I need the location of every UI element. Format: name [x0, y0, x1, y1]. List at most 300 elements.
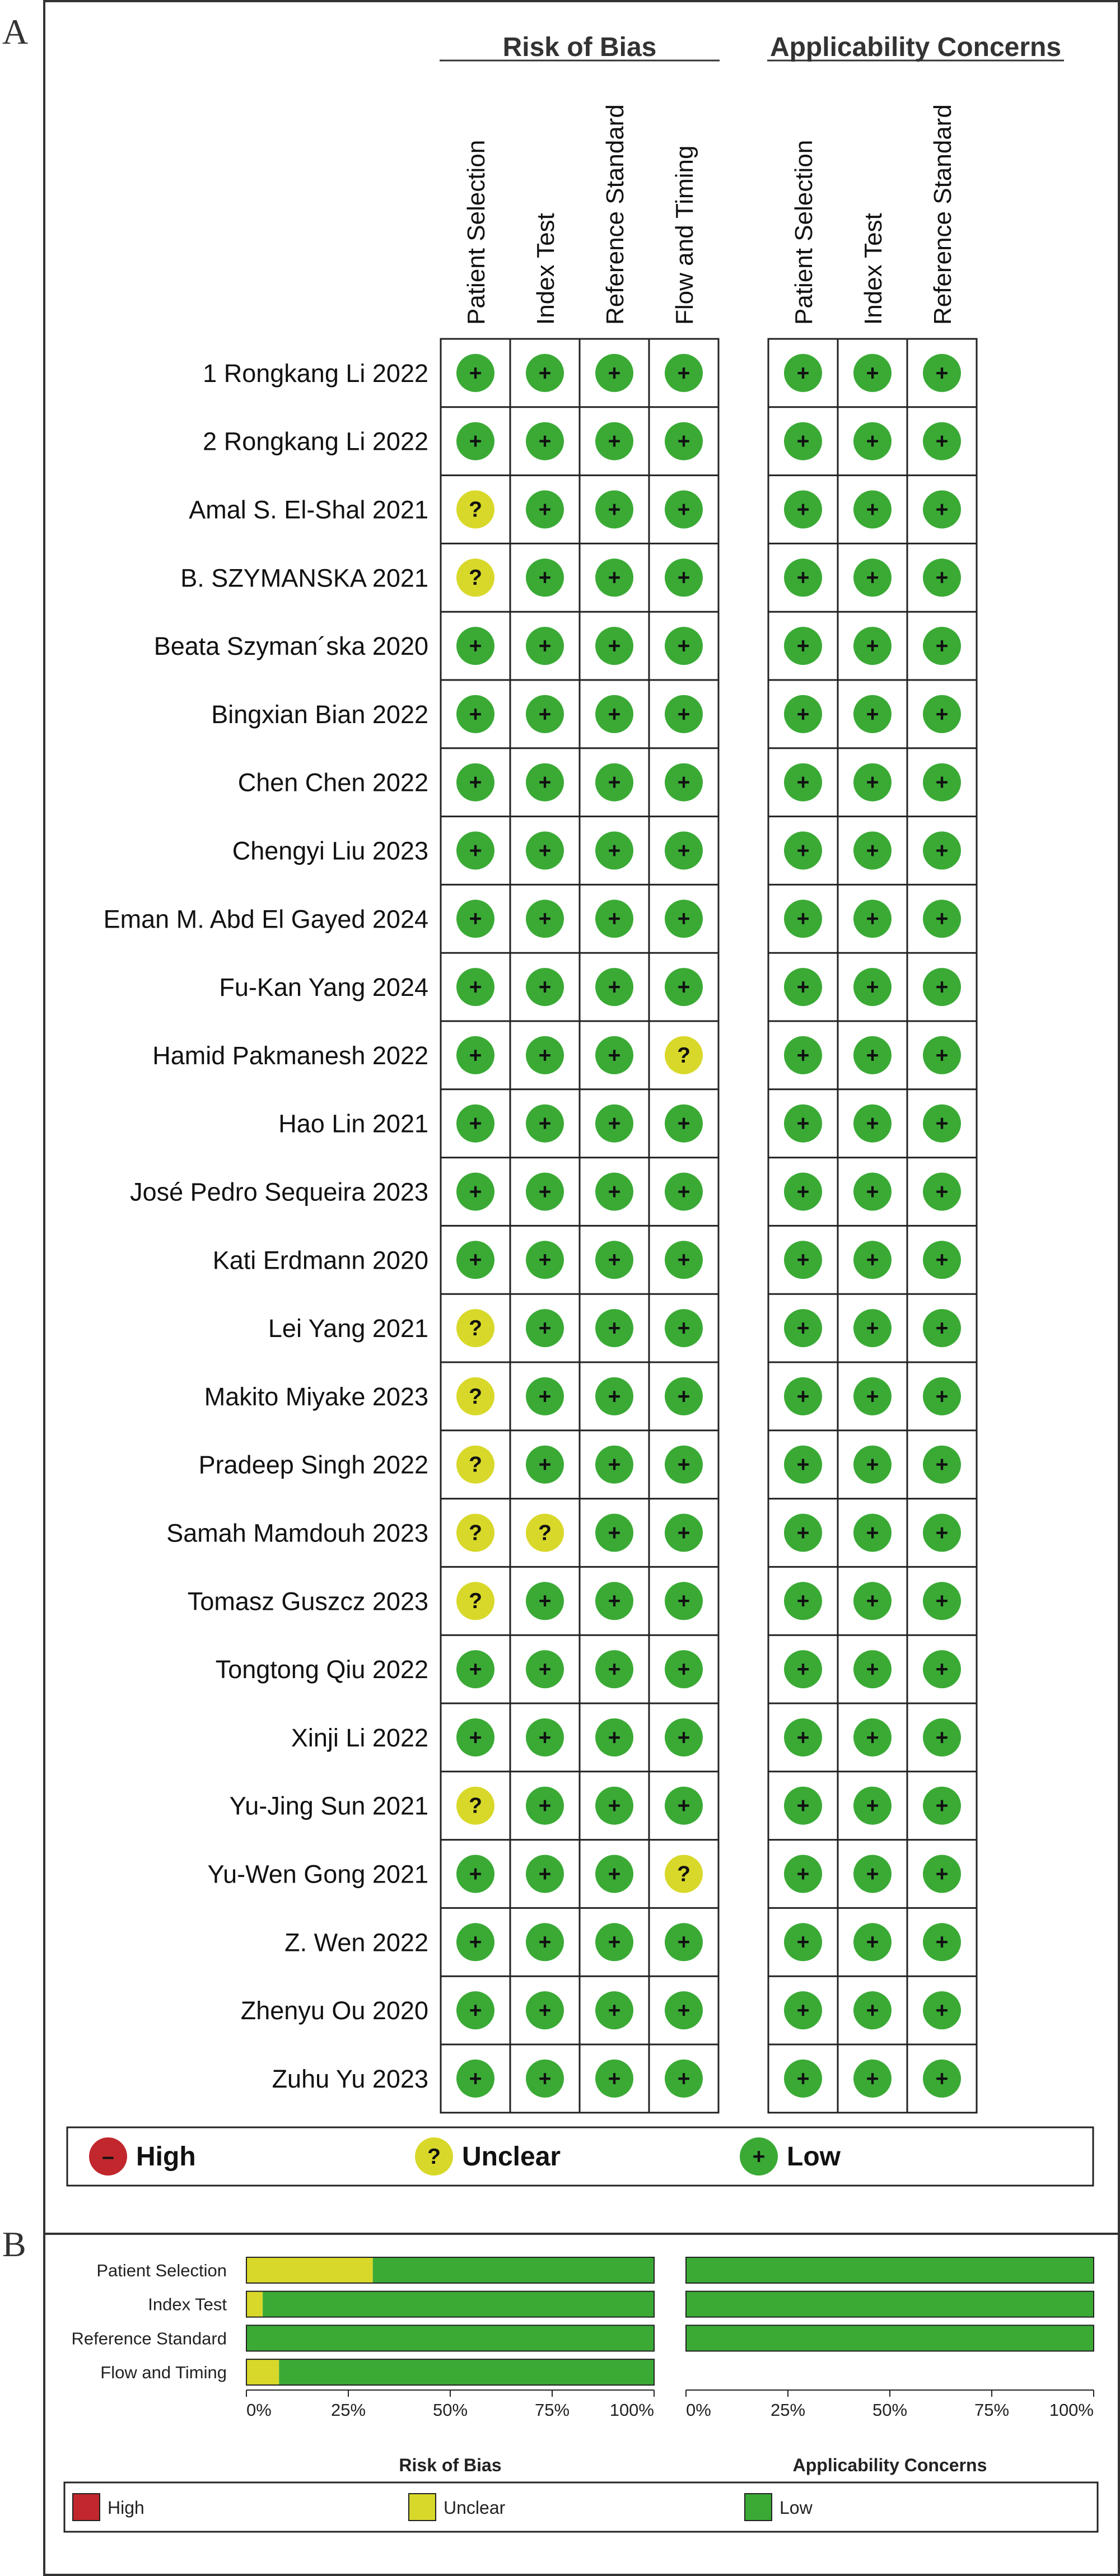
- bias-judgement-low: [665, 1582, 703, 1620]
- svg-text:+: +: [538, 1452, 552, 1477]
- applicability-judgement-low: [784, 1036, 822, 1074]
- bias-judgement-low: [595, 900, 633, 938]
- bias-judgement-low: [526, 695, 564, 733]
- applicability-judgement-low: [923, 491, 961, 529]
- svg-text:+: +: [935, 1521, 949, 1545]
- bias-judgement-low: [595, 1105, 633, 1143]
- svg-text:+: +: [935, 361, 949, 385]
- svg-text:+: +: [677, 907, 690, 931]
- svg-text:+: +: [866, 1999, 879, 2023]
- applicability-judgement-low: [853, 1309, 892, 1347]
- svg-text:+: +: [935, 907, 949, 931]
- bias-grid: [441, 339, 718, 2113]
- applicability-judgement-low: [923, 968, 961, 1006]
- study-label: Hao Lin 2021: [278, 1109, 428, 1138]
- svg-text:?: ?: [677, 1043, 690, 1068]
- svg-text:+: +: [935, 1589, 949, 1614]
- bias-judgement-low: [456, 1991, 494, 2029]
- study-label: 1 Rongkang Li 2022: [203, 358, 428, 388]
- svg-text:+: +: [935, 839, 949, 863]
- bias-judgement-low: [665, 354, 703, 392]
- svg-text:+: +: [866, 975, 879, 1000]
- applicability-judgement-low: [784, 1991, 822, 2029]
- svg-text:+: +: [935, 1999, 949, 2023]
- applicability-judgement-low: [923, 1718, 961, 1757]
- svg-text:?: ?: [469, 566, 482, 590]
- bar-category-label: Reference Standard: [71, 2328, 227, 2349]
- applicability-judgement-low: [784, 1650, 822, 1688]
- bias-judgement-low: [526, 1787, 564, 1825]
- x-tick-label: 100%: [609, 2400, 654, 2420]
- svg-text:+: +: [469, 1999, 482, 2023]
- svg-text:+: +: [538, 1725, 552, 1750]
- svg-text:+: +: [608, 1111, 621, 1136]
- svg-text:+: +: [677, 429, 690, 454]
- bias-judgement-unclear: [456, 1787, 494, 1825]
- applicability-judgement-low: [784, 763, 822, 802]
- bias-column-header-1: Index Test: [532, 213, 559, 325]
- svg-text:+: +: [538, 1316, 552, 1341]
- svg-text:+: +: [469, 1657, 482, 1682]
- x-tick-label: 0%: [686, 2400, 711, 2420]
- svg-text:?: ?: [677, 1862, 690, 1886]
- bias-judgement-low: [595, 832, 633, 870]
- svg-text:+: +: [866, 361, 879, 385]
- bias-judgement-low: [665, 1923, 703, 1961]
- bias-judgement-unclear: [665, 1855, 703, 1893]
- bar-panel-title: Applicability Concerns: [792, 2455, 987, 2475]
- bias-judgement-low: [526, 2060, 564, 2098]
- bias-judgement-low: [665, 422, 703, 460]
- svg-text:+: +: [796, 839, 810, 863]
- bias-judgement-low: [665, 558, 703, 597]
- x-tick-label: 75%: [534, 2400, 570, 2420]
- applicability-judgement-low: [853, 1650, 892, 1688]
- applicability-judgement-low: [784, 1105, 822, 1143]
- group-title-bias: Risk of Bias: [502, 32, 657, 62]
- applicability-judgement-low: [784, 968, 822, 1006]
- svg-text:+: +: [677, 1180, 690, 1204]
- group-title-applicability: Applicability Concerns: [769, 32, 1062, 62]
- applicability-judgement-low: [784, 422, 822, 460]
- applicability-judgement-low: [853, 968, 892, 1006]
- svg-text:+: +: [608, 839, 621, 863]
- study-label: Chengyi Liu 2023: [232, 836, 428, 865]
- svg-text:+: +: [538, 497, 552, 522]
- svg-text:+: +: [935, 1248, 949, 1273]
- bias-judgement-low: [595, 1377, 633, 1415]
- applicability-judgement-low: [923, 2060, 961, 2098]
- svg-text:+: +: [608, 1521, 621, 1545]
- svg-text:–: –: [102, 2144, 114, 2169]
- svg-text:+: +: [935, 634, 949, 659]
- bar-segment-low: [686, 2257, 1094, 2283]
- applicability-judgement-low: [923, 695, 961, 733]
- svg-text:+: +: [538, 1180, 552, 1204]
- applicability-judgement-low: [784, 2060, 822, 2098]
- legend-a-low-label: Low: [787, 2142, 841, 2172]
- bias-judgement-low: [526, 1105, 564, 1143]
- svg-text:+: +: [677, 1248, 690, 1273]
- svg-text:+: +: [677, 839, 690, 863]
- applicability-judgement-low: [784, 1446, 822, 1484]
- legend-a-unclear-icon: [415, 2137, 453, 2176]
- svg-text:+: +: [677, 1999, 690, 2023]
- svg-text:+: +: [866, 1589, 879, 1614]
- legend-a-high-label: High: [136, 2142, 196, 2172]
- study-label: Tomasz Guszcz 2023: [187, 1587, 428, 1616]
- svg-text:+: +: [538, 839, 552, 863]
- applicability-judgement-low: [784, 1718, 822, 1757]
- svg-text:+: +: [866, 1521, 879, 1545]
- bias-judgement-low: [526, 1446, 564, 1484]
- bias-judgement-low: [665, 1514, 703, 1552]
- applicability-judgement-low: [784, 627, 822, 665]
- study-label: Xinji Li 2022: [291, 1723, 428, 1752]
- applicability-judgement-low: [923, 1650, 961, 1688]
- applicability-judgement-low: [853, 558, 892, 597]
- applicability-judgement-low: [853, 1036, 892, 1074]
- svg-text:+: +: [608, 1589, 621, 1614]
- bias-judgement-low: [456, 1718, 494, 1757]
- svg-text:+: +: [866, 1384, 879, 1409]
- bias-judgement-low: [456, 354, 494, 392]
- bias-judgement-low: [595, 1650, 633, 1688]
- study-label: 2 Rongkang Li 2022: [203, 427, 428, 456]
- bar-category-label: Index Test: [148, 2294, 227, 2314]
- svg-text:+: +: [866, 839, 879, 863]
- svg-text:+: +: [796, 361, 810, 385]
- bias-judgement-low: [526, 1173, 564, 1211]
- study-label: Fu-Kan Yang 2024: [219, 973, 428, 1002]
- svg-text:+: +: [796, 1180, 810, 1204]
- bias-judgement-low: [595, 1582, 633, 1620]
- svg-text:+: +: [608, 634, 621, 659]
- svg-text:+: +: [538, 1657, 552, 1682]
- bias-judgement-low: [526, 1923, 564, 1961]
- bias-column-header-0: Patient Selection: [463, 139, 490, 325]
- svg-text:+: +: [866, 429, 879, 454]
- svg-text:+: +: [608, 1384, 621, 1409]
- svg-text:+: +: [935, 1452, 949, 1477]
- svg-text:+: +: [866, 497, 879, 522]
- applicability-judgement-low: [923, 1241, 961, 1279]
- svg-text:+: +: [538, 770, 552, 795]
- svg-text:+: +: [677, 1930, 690, 1955]
- study-label: Samah Mamdouh 2023: [166, 1518, 428, 1548]
- svg-text:+: +: [935, 1794, 949, 1818]
- svg-text:+: +: [538, 1862, 552, 1886]
- bias-judgement-low: [665, 900, 703, 938]
- applicability-judgement-low: [784, 1855, 822, 1893]
- bias-judgement-low: [595, 1991, 633, 2029]
- bias-judgement-low: [456, 695, 494, 733]
- bias-judgement-low: [665, 1105, 703, 1143]
- svg-text:+: +: [796, 497, 810, 522]
- applicability-judgement-low: [853, 1718, 892, 1757]
- svg-text:+: +: [796, 1384, 810, 1409]
- applicability-grid: [768, 339, 977, 2113]
- bias-judgement-low: [456, 1105, 494, 1143]
- svg-text:?: ?: [469, 1384, 482, 1409]
- svg-text:+: +: [935, 566, 949, 590]
- bias-judgement-low: [456, 968, 494, 1006]
- svg-text:+: +: [538, 975, 552, 1000]
- svg-text:+: +: [469, 1862, 482, 1886]
- svg-text:+: +: [677, 1521, 690, 1545]
- study-label: Kati Erdmann 2020: [212, 1246, 428, 1275]
- applicability-judgement-low: [923, 1036, 961, 1074]
- bias-judgement-low: [595, 1514, 633, 1552]
- svg-text:+: +: [469, 634, 482, 659]
- svg-text:+: +: [866, 1930, 879, 1955]
- svg-text:+: +: [608, 907, 621, 931]
- svg-text:+: +: [538, 361, 552, 385]
- applicability-judgement-low: [784, 1173, 822, 1211]
- svg-text:+: +: [796, 429, 810, 454]
- applicability-judgement-low: [784, 832, 822, 870]
- bias-judgement-low: [526, 1650, 564, 1688]
- svg-text:+: +: [538, 702, 552, 726]
- applicability-judgement-low: [853, 1241, 892, 1279]
- svg-text:+: +: [677, 1589, 690, 1614]
- applicability-judgement-low: [853, 491, 892, 529]
- svg-text:+: +: [935, 770, 949, 795]
- x-tick-label: 50%: [432, 2400, 468, 2420]
- panel-a-label: A: [2, 12, 29, 52]
- legend-b-low-swatch: [745, 2494, 772, 2521]
- svg-text:+: +: [866, 2066, 879, 2091]
- applicability-judgement-low: [853, 1377, 892, 1415]
- applicability-judgement-low: [923, 1514, 961, 1552]
- applicability-judgement-low: [923, 558, 961, 597]
- svg-text:+: +: [538, 429, 552, 454]
- applicability-judgement-low: [784, 1514, 822, 1552]
- legend-a-box: [67, 2127, 1093, 2186]
- bias-judgement-low: [665, 832, 703, 870]
- x-tick-label: 25%: [330, 2400, 366, 2420]
- svg-text:+: +: [796, 1862, 810, 1886]
- svg-text:+: +: [538, 1043, 552, 1068]
- svg-text:+: +: [935, 1316, 949, 1341]
- svg-text:+: +: [677, 1725, 690, 1750]
- bias-judgement-low: [526, 1377, 564, 1415]
- svg-text:+: +: [796, 566, 810, 590]
- bias-judgement-low: [665, 1309, 703, 1347]
- svg-text:+: +: [866, 1794, 879, 1818]
- study-label: José Pedro Sequeira 2023: [130, 1177, 428, 1207]
- bias-judgement-unclear: [456, 1309, 494, 1347]
- bias-judgement-low: [595, 1173, 633, 1211]
- applicability-judgement-low: [853, 1855, 892, 1893]
- panel-b-label: B: [2, 2224, 26, 2264]
- svg-text:+: +: [866, 702, 879, 726]
- applicability-judgement-low: [853, 832, 892, 870]
- svg-text:+: +: [469, 1248, 482, 1273]
- applicability-judgement-low: [853, 1446, 892, 1484]
- applicability-judgement-low: [923, 1105, 961, 1143]
- svg-text:+: +: [866, 770, 879, 795]
- applicability-judgement-low: [784, 1923, 822, 1961]
- bias-judgement-low: [526, 1309, 564, 1347]
- applicability-judgement-low: [853, 1582, 892, 1620]
- svg-text:+: +: [677, 1316, 690, 1341]
- bias-judgement-low: [456, 2060, 494, 2098]
- bias-column-header-3: Flow and Timing: [671, 145, 698, 325]
- bias-judgement-low: [665, 2060, 703, 2098]
- svg-text:+: +: [538, 907, 552, 931]
- bias-judgement-low: [665, 627, 703, 665]
- svg-text:+: +: [796, 1589, 810, 1614]
- study-label: Beata Szyman´ska 2020: [153, 632, 428, 661]
- legend-a-unclear-label: Unclear: [462, 2142, 561, 2172]
- bar-category-label: Patient Selection: [96, 2261, 227, 2280]
- svg-text:+: +: [677, 1111, 690, 1136]
- svg-text:+: +: [935, 1043, 949, 1068]
- svg-text:+: +: [677, 702, 690, 726]
- applicability-judgement-low: [853, 354, 892, 392]
- svg-text:+: +: [469, 361, 482, 385]
- study-label: Makito Miyake 2023: [204, 1382, 428, 1411]
- svg-text:+: +: [866, 1180, 879, 1204]
- svg-text:+: +: [608, 566, 621, 590]
- bias-judgement-low: [665, 1787, 703, 1825]
- bias-judgement-unclear: [665, 1036, 703, 1074]
- bias-judgement-low: [595, 558, 633, 597]
- svg-text:+: +: [796, 907, 810, 931]
- svg-text:+: +: [608, 1043, 621, 1068]
- applicability-judgement-low: [923, 627, 961, 665]
- svg-text:?: ?: [469, 1521, 482, 1545]
- bias-judgement-low: [665, 1991, 703, 2029]
- bias-judgement-low: [526, 1991, 564, 2029]
- svg-text:+: +: [608, 497, 621, 522]
- applicability-judgement-low: [853, 1105, 892, 1143]
- legend-b-high-label: High: [108, 2498, 144, 2518]
- svg-text:+: +: [935, 1930, 949, 1955]
- svg-text:+: +: [935, 1862, 949, 1886]
- applicability-judgement-low: [923, 1991, 961, 2029]
- study-label: Lei Yang 2021: [268, 1314, 428, 1343]
- study-label: Pradeep Singh 2022: [198, 1450, 428, 1479]
- applicability-column-header-0: Patient Selection: [790, 139, 818, 325]
- svg-text:+: +: [677, 975, 690, 1000]
- svg-text:+: +: [677, 2066, 690, 2091]
- svg-text:?: ?: [469, 1452, 482, 1477]
- svg-text:?: ?: [538, 1521, 552, 1545]
- svg-text:+: +: [796, 975, 810, 1000]
- svg-text:+: +: [538, 1930, 552, 1955]
- study-label: Zuhu Yu 2023: [272, 2064, 428, 2093]
- svg-text:+: +: [469, 1180, 482, 1204]
- svg-text:+: +: [866, 1862, 879, 1886]
- svg-text:+: +: [935, 975, 949, 1000]
- applicability-column-header-2: Reference Standard: [929, 104, 956, 325]
- bias-judgement-low: [665, 1718, 703, 1757]
- bias-judgement-low: [595, 491, 633, 529]
- svg-text:+: +: [538, 1589, 552, 1614]
- svg-text:?: ?: [469, 1316, 482, 1341]
- bias-judgement-low: [456, 1855, 494, 1893]
- svg-text:?: ?: [469, 1589, 482, 1614]
- bias-judgement-low: [665, 763, 703, 802]
- applicability-judgement-low: [923, 1309, 961, 1347]
- bias-judgement-low: [456, 900, 494, 938]
- svg-text:+: +: [538, 2066, 552, 2091]
- svg-text:+: +: [608, 1794, 621, 1818]
- bias-column-header-2: Reference Standard: [601, 104, 629, 325]
- svg-text:+: +: [935, 1725, 949, 1750]
- svg-text:+: +: [752, 2144, 766, 2169]
- applicability-judgement-low: [853, 2060, 892, 2098]
- svg-text:+: +: [608, 1316, 621, 1341]
- svg-text:+: +: [608, 1725, 621, 1750]
- bias-judgement-low: [595, 354, 633, 392]
- applicability-judgement-low: [784, 354, 822, 392]
- applicability-judgement-low: [923, 1855, 961, 1893]
- bias-judgement-low: [595, 1787, 633, 1825]
- bias-judgement-low: [665, 968, 703, 1006]
- bias-judgement-unclear: [456, 1377, 494, 1415]
- svg-text:+: +: [866, 1452, 879, 1477]
- svg-text:+: +: [677, 1794, 690, 1818]
- svg-text:+: +: [608, 1930, 621, 1955]
- x-tick-label: 50%: [872, 2400, 908, 2420]
- bar-segment-low: [246, 2325, 654, 2351]
- study-label: B. SZYMANSKA 2021: [180, 563, 428, 593]
- svg-text:+: +: [538, 1999, 552, 2023]
- bias-judgement-low: [526, 1036, 564, 1074]
- applicability-judgement-low: [923, 763, 961, 802]
- svg-text:+: +: [469, 1111, 482, 1136]
- svg-text:+: +: [677, 1452, 690, 1477]
- bias-judgement-low: [526, 1718, 564, 1757]
- svg-text:+: +: [796, 634, 810, 659]
- bar-segment-low: [263, 2291, 654, 2317]
- applicability-judgement-low: [923, 1787, 961, 1825]
- applicability-judgement-low: [923, 900, 961, 938]
- svg-text:+: +: [677, 770, 690, 795]
- svg-text:+: +: [796, 1111, 810, 1136]
- svg-text:+: +: [935, 1180, 949, 1204]
- svg-text:+: +: [796, 2066, 810, 2091]
- svg-text:+: +: [935, 2066, 949, 2091]
- svg-text:+: +: [677, 1384, 690, 1409]
- bias-judgement-low: [595, 1718, 633, 1757]
- svg-text:+: +: [796, 1657, 810, 1682]
- svg-text:?: ?: [469, 497, 482, 522]
- svg-text:+: +: [608, 429, 621, 454]
- bias-judgement-low: [456, 422, 494, 460]
- applicability-judgement-low: [784, 558, 822, 597]
- bar-segment-low: [686, 2325, 1094, 2351]
- svg-text:+: +: [796, 1248, 810, 1273]
- svg-text:+: +: [469, 907, 482, 931]
- applicability-judgement-low: [853, 1787, 892, 1825]
- applicability-judgement-low: [853, 1923, 892, 1961]
- bar-panel-title: Risk of Bias: [399, 2455, 502, 2475]
- bias-judgement-unclear: [456, 491, 494, 529]
- svg-text:+: +: [608, 770, 621, 795]
- applicability-judgement-low: [784, 1787, 822, 1825]
- svg-text:+: +: [538, 566, 552, 590]
- applicability-judgement-low: [853, 763, 892, 802]
- applicability-judgement-low: [853, 627, 892, 665]
- svg-text:+: +: [469, 1043, 482, 1068]
- applicability-judgement-low: [853, 1991, 892, 2029]
- svg-text:+: +: [796, 1521, 810, 1545]
- bias-judgement-low: [526, 627, 564, 665]
